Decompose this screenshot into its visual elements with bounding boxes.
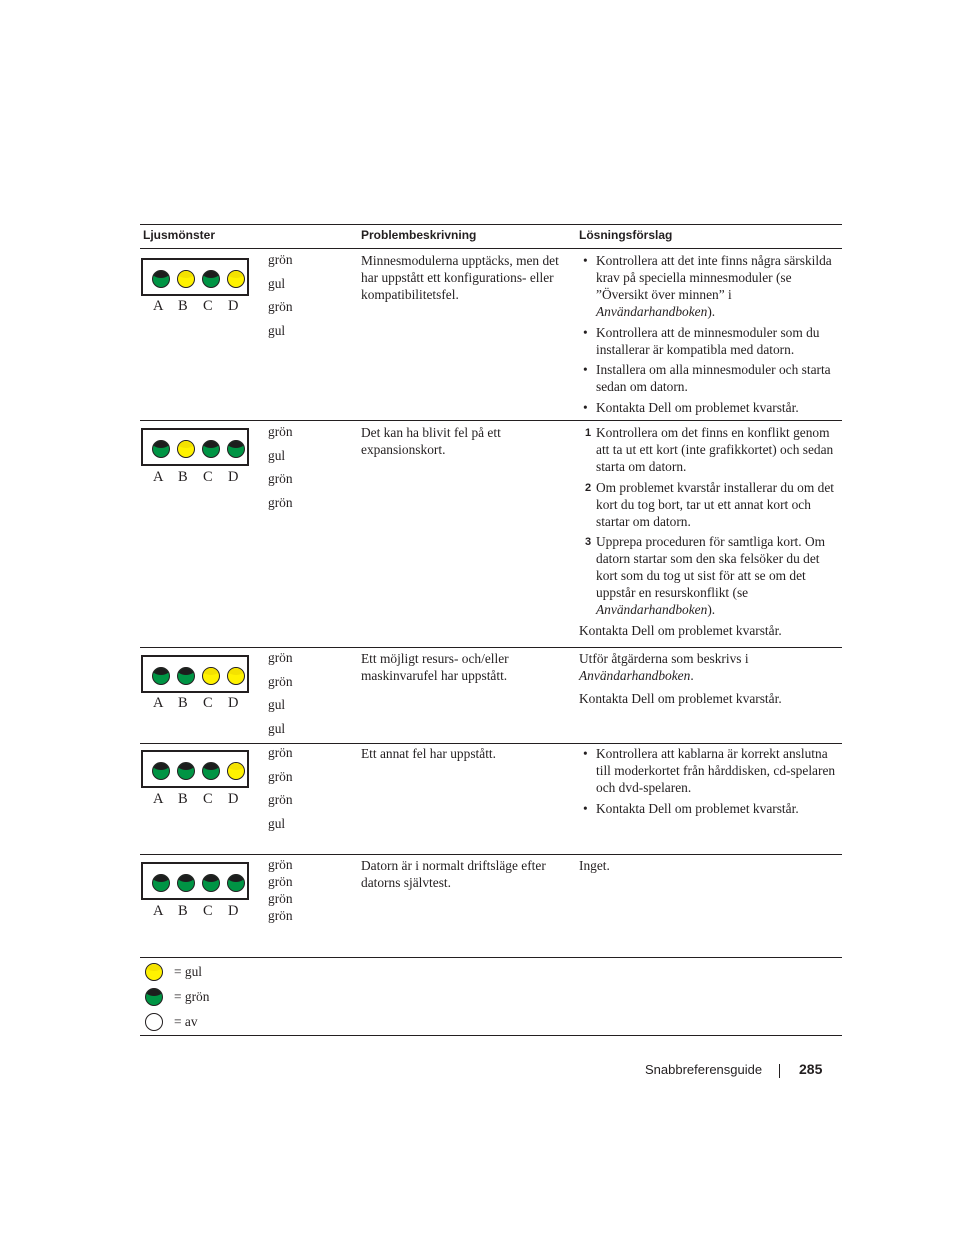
header-problem: Problembeskrivning — [361, 228, 477, 242]
led-a — [152, 874, 170, 892]
led-letters: A B C D — [153, 695, 239, 711]
legend-off: = av — [145, 1012, 198, 1032]
header-rule — [140, 248, 842, 249]
row-rule — [140, 743, 842, 744]
color-list: grön gul grön grön — [268, 424, 293, 510]
led-a — [152, 762, 170, 780]
led-b — [177, 762, 195, 780]
solution-para: Kontakta Dell om problemet kvarstår. — [579, 691, 782, 706]
list-item: • Kontrollera att det inte finns några särskilda krav på speciella minnesmoduler (se ”Översikt över minnen” i Användarhandboken). — [579, 252, 841, 320]
row-rule — [140, 420, 842, 421]
led-c — [202, 667, 220, 685]
led-letters: A B C D — [153, 903, 239, 919]
list-item: • Kontrollera att de minnesmoduler som du installerar är kompatibla med datorn. — [579, 324, 841, 358]
footer-title: Snabbreferensguide — [645, 1062, 763, 1077]
list-item: • Kontrollera att kablarna är korrekt anslutna till moderkortet från hårddisken, cd-spelaren och dvd-spelaren. — [579, 745, 841, 796]
solution-cell — [579, 650, 841, 713]
solution-para: Utför åtgärderna som beskrivs i Användarhandboken. — [579, 651, 749, 683]
color-list: grön gul grön gul — [268, 252, 293, 338]
led-d — [227, 874, 245, 892]
led-c — [202, 440, 220, 458]
list-item: 3 Upprepa proceduren för samtliga kort. Om datorn startar som den ska felsöker du det kort som du tog ut sist för att se om det uppstår en resurskonflikt (se Användarhandboken). — [585, 534, 826, 617]
led-letters: A B C D — [153, 791, 239, 807]
led-c — [202, 874, 220, 892]
off-led-icon — [145, 1013, 163, 1031]
led-panel — [141, 655, 249, 693]
problem-text: Det kan ha blivit fel på ett expansionskort. — [361, 425, 501, 457]
problem-text: Ett annat fel har uppstått. — [361, 746, 496, 761]
header-light-pattern: Ljusmönster — [143, 228, 216, 242]
table-top-rule — [140, 224, 842, 225]
color-list: grön grön gul gul — [268, 650, 293, 736]
list-item: • Kontakta Dell om problemet kvarstår. — [579, 399, 841, 416]
led-a — [152, 270, 170, 288]
led-d — [227, 270, 245, 288]
solution-cell: 1 Kontrollera om det finns en konflikt genom att ta ut ett kort (inte grafikkortet) och sedan starta om datorn. 2 Om problemet kvarstår installerar du om det kort du tog bort, tar ut ett annat kort och startar om datorn. 3 Upprepa proceduren för samtliga kort. Om datorn startar som den ska felsöker du det kort som du tog ut sist för att se om det uppstår en resurskonflikt (se Användarhandboken). Kontakta Dell om problemet kvarstår. — [579, 424, 841, 645]
row-rule — [140, 957, 842, 958]
problem-text: Ett möjligt resurs- och/eller maskinvarufel har uppstått. — [361, 651, 509, 683]
table-bottom-rule — [140, 1035, 842, 1036]
led-d — [227, 667, 245, 685]
led-b — [177, 270, 195, 288]
led-letters: A B C D — [153, 469, 239, 485]
led-panel — [141, 750, 249, 788]
list-item: 2 Om problemet kvarstår installerar du om det kort du tog bort, tar ut ett annat kort och startar om datorn. — [585, 479, 834, 529]
page-number: 285 — [799, 1061, 823, 1077]
color-list: grön grön grön grön — [268, 857, 293, 923]
row-rule — [140, 854, 842, 855]
led-d — [227, 762, 245, 780]
legend-yellow: = gul — [145, 962, 202, 982]
led-a — [152, 440, 170, 458]
led-c — [202, 270, 220, 288]
solution-cell — [579, 745, 841, 820]
led-c — [202, 762, 220, 780]
solution-cell: Inget. — [579, 858, 610, 873]
footer-divider — [779, 1064, 780, 1078]
led-a — [152, 667, 170, 685]
color-list: grön grön grön gul — [268, 745, 293, 831]
led-b — [177, 667, 195, 685]
led-panel — [141, 428, 249, 466]
header-solution: Lösningsförslag — [579, 228, 673, 242]
led-letters: A B C D — [153, 298, 239, 314]
led-panel — [141, 862, 249, 900]
legend-green: = grön — [145, 987, 209, 1007]
problem-text: Datorn är i normalt driftsläge efter datorns självtest. — [361, 858, 546, 890]
led-d — [227, 440, 245, 458]
solution-cell — [579, 252, 841, 419]
row-rule — [140, 647, 842, 648]
led-panel — [141, 258, 249, 296]
problem-text: Minnesmodulerna upptäcks, men det har uppstått ett konfigurations- eller kompatibilitetsfel. — [361, 253, 559, 302]
led-b — [177, 874, 195, 892]
list-item: • Kontakta Dell om problemet kvarstår. — [579, 800, 841, 817]
list-item: 1 Kontrollera om det finns en konflikt genom att ta ut ett kort (inte grafikkortet) och sedan starta om datorn. — [585, 425, 834, 474]
green-led-icon — [145, 988, 163, 1006]
list-item: • Installera om alla minnesmoduler och starta sedan om datorn. — [579, 361, 841, 395]
led-b — [177, 440, 195, 458]
yellow-led-icon — [145, 963, 163, 981]
